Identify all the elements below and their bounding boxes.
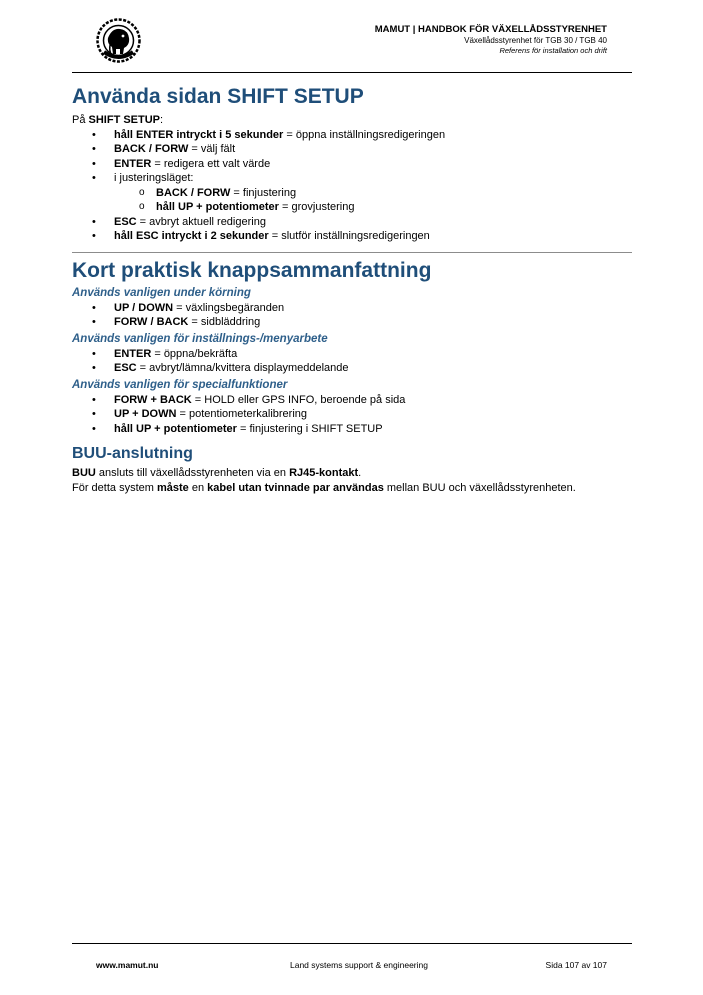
intro-prefix: På (72, 114, 89, 126)
list-item: • ENTER = redigera ett valt värde (92, 157, 271, 170)
page-header (375, 24, 607, 56)
header-reference: Referens för installation och drift (499, 46, 607, 55)
header-rule (72, 72, 632, 73)
list-item: • FORW / BACK = sidbläddring (92, 316, 261, 328)
settings-list (72, 347, 632, 376)
intro-suffix: : (160, 114, 164, 126)
footer-center: Land systems support & engineering (290, 960, 428, 970)
list-item: • UP + DOWN = potentiometerkalibrering (92, 408, 307, 420)
header-title: MAMUT | HANDBOK FÖR VÄXELLÅDSSTYRENHET (374, 24, 607, 35)
sub-list-item: o håll UP + potentiometer = grovjustering (139, 201, 355, 213)
footer-website: www.mamut.nu (96, 960, 159, 970)
section-heading-shift-setup: Använda sidan SHIFT SETUP (72, 85, 364, 108)
sub-list-item: o BACK / FORW = finjustering (139, 186, 297, 199)
list-item: • FORW + BACK = HOLD eller GPS INFO, beroende på sida (92, 393, 406, 406)
list-item: • UP / DOWN = växlingsbegäranden (92, 301, 285, 314)
list-item: • i justeringsläget: (92, 172, 194, 184)
list-item: • håll UP + potentiometer = finjustering i SHIFT SETUP (92, 422, 383, 435)
list-item: • ESC = avbryt/lämna/kvittera displaymeddelande (92, 362, 349, 374)
group-title-driving: Används vanligen under körning (72, 286, 251, 299)
section-divider (72, 252, 632, 253)
mamut-logo (96, 18, 141, 63)
special-list (72, 393, 632, 437)
footer-page-number: Sida 107 av 107 (545, 960, 607, 970)
footer-rule (72, 943, 632, 944)
list-item: • håll ENTER intryckt i 5 sekunder = öppna inställningsredigeringen (92, 128, 446, 141)
list-item: • BACK / FORW = välj fält (92, 143, 236, 155)
group-title-special: Används vanligen för specialfunktioner (72, 378, 288, 391)
page-content (72, 84, 632, 495)
list-item: • håll ESC intryckt i 2 sekunder = slutför inställningsredigeringen (92, 230, 430, 242)
shift-setup-intro (72, 113, 632, 128)
list-item: • ESC = avbryt aktuell redigering (92, 215, 266, 228)
driving-list (72, 301, 632, 330)
header-subtitle: Växellådsstyrenhet för TGB 30 / TGB 40 (464, 36, 607, 45)
list-item: • ENTER = öppna/bekräfta (92, 347, 238, 360)
group-title-settings: Används vanligen för inställnings-/menyarbete (72, 332, 328, 345)
buu-paragraph-2: För detta system måste en kabel utan tvinnade par användas mellan BUU och växellådsstyrenheten. (72, 481, 576, 494)
section-heading-buu: BUU-anslutning (72, 445, 193, 462)
intro-bold: SHIFT SETUP (88, 114, 161, 126)
section-heading-button-summary: Kort praktisk knappsammanfattning (72, 258, 432, 282)
buu-paragraph-1: BUU ansluts till växellådsstyrenheten via en RJ45-kontakt. (72, 467, 362, 479)
shift-setup-list (72, 128, 632, 244)
